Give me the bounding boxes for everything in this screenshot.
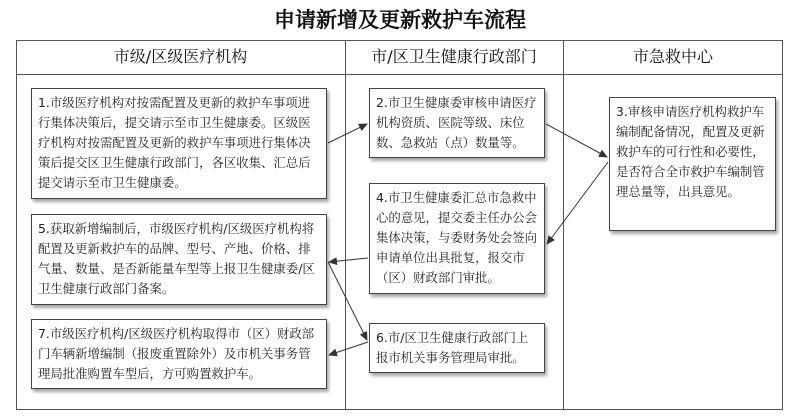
lane-header-medical-institutions: 市级/区级医疗机构	[113, 47, 248, 66]
lane-header-emergency-center: 市急救中心	[632, 47, 713, 66]
step-3-box: 3.审核申请医疗机构救护车编制配备情况，配置及更新救护车的可行性和必要性，是否符合全市救护车编制管理总量等，出具意见。	[609, 97, 776, 231]
arrow-3-to-4	[547, 162, 608, 244]
arrow-2-to-3	[546, 124, 607, 157]
arrow-4-to-5	[329, 258, 368, 262]
arrow-1-to-2	[328, 124, 367, 143]
step-7-box: 7.市级医疗机构/区级医疗机构取得市（区）财政部门车辆新增编制（报废重置除外）及市机关事务管理局批准购置车型后，方可购置救护车。	[31, 319, 327, 389]
arrow-5-to-6	[328, 262, 367, 340]
step-4-box: 4.市卫生健康委汇总市急救中心的意见，提交委主任办公会集体决策，与委财务处会签向申请单位出具批复，报交市（区）财政部门审批。	[369, 183, 545, 294]
step-6-box: 6.市/区卫生健康行政部门上报市机关事务管理局审批。	[369, 323, 545, 373]
step-1-box: 1.市级医疗机构对按需配置及更新的救护车事项进行集体决策后，提交请示至市卫生健康委。区级医疗机构对按需配置及更新的救护车事项进行集体决策后提交区卫生健康行政部门，各区收集、汇总后提交请示至市卫生健康委。	[31, 88, 327, 199]
arrow-6-to-7	[329, 342, 368, 355]
lane-header-health-department: 市/区卫生健康行政部门	[371, 47, 537, 66]
step-5-box: 5.获取新增编制后，市级医疗机构/区级医疗机构将配置及更新救护车的品牌、型号、产地、价格、排气量、数量、是否新能量车型等上报卫生健康委/区卫生健康行政部门备案。	[31, 214, 327, 305]
step-2-box: 2.市卫生健康委审核申请医疗机构资质、医院等级、床位数、急救站（点）数量等。	[369, 88, 545, 158]
diagram-title: 申请新增及更新救护车流程	[274, 7, 526, 32]
